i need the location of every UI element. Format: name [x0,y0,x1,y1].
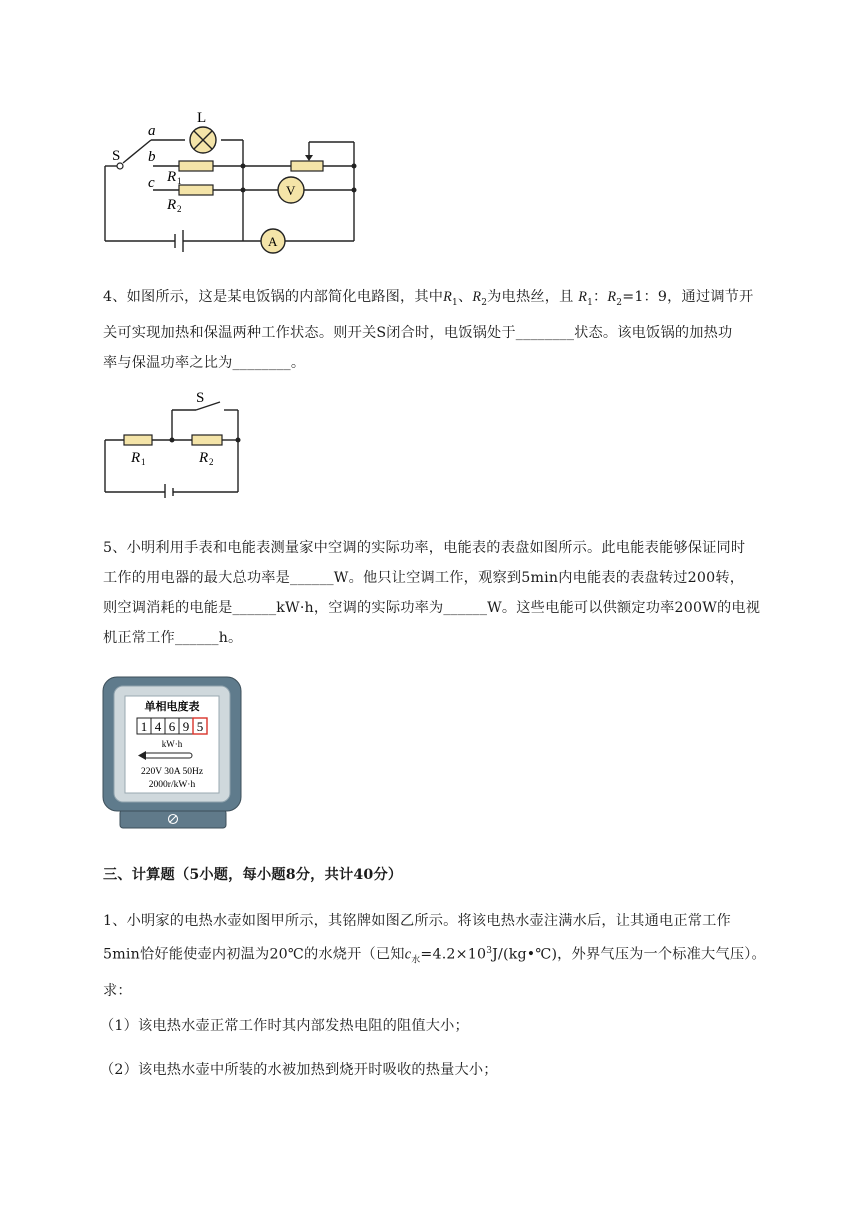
meter-digit: 5 [196,719,204,734]
meter-digits [137,718,207,734]
meter-spec-voltage: 220V 30A 50Hz [140,767,204,777]
calc-question-1 [103,906,803,1006]
meter-title: 单相电度表 [144,700,200,713]
r2-subscript: 2 [209,457,214,467]
question-5-line-4: 机正常工作______h。 [103,630,243,646]
question-4-line-3: 率与保温功率之比为________。 [103,354,306,371]
energy-meter [102,676,244,830]
contact-c-label: c [148,175,155,191]
r1-subscript: 1 [177,176,182,186]
section-heading: 三、计算题（5小题，每小题8分，共计40分） [103,867,403,883]
question-5-line-1: 5、小明利用手表和电能表测量家中空调的实际功率，电能表的表盘如图所示。此电能表能够保证同时 [103,540,746,556]
question-4 [103,282,803,378]
calc-question-1-line-1: 1、小明家的电热水壶如图甲所示，其铭牌如图乙所示。将该电热水壶注满水后，让其通电正常工作 [103,913,731,929]
meter-digit: 6 [168,719,176,734]
calc-question-1-line-3: 求： [103,982,132,999]
meter-spec-revolutions: 2000r/kW·h [148,780,196,790]
question-5-line-2: 工作的用电器的最大总功率是______W。他只让空调工作，观察到5min内电能表的表盘转过200转， [103,570,745,586]
calc-question-1-line-2: 5min恰好能使壶内初温为20℃的水烧开（已知$c_水=4.2\times 10^3J/(kg•℃)$，外界气压为一个标准大气压）。 [103,946,766,966]
calc-question-1-part-2: （2）该电热水壶中所装的水被加热到烧开时吸收的热量大小； [100,1062,498,1078]
meter-unit: kW·h [161,739,183,749]
contact-b-label: b [148,149,156,165]
r2-subscript: 2 [177,204,182,214]
calc-question-1-part-1: （1）该电热水壶正常工作时其内部发热电阻的阻值大小； [100,1018,469,1034]
r1-label: R [131,450,141,466]
voltmeter-label: V [286,183,296,198]
switch-label: S [112,148,121,164]
question-5-line-3: 则空调消耗的电能是______kW·h，空调的实际功率为______W。这些电能可以供额定功率200W的电视 [103,600,761,616]
ammeter-label: A [268,234,278,249]
r2-label: R [199,450,209,466]
circuit-diagram-1 [95,108,370,254]
r1-label: R [167,169,177,185]
circuit-diagram-2 [98,388,248,498]
r1-subscript: 1 [141,457,146,467]
meter-digit: 4 [154,719,162,734]
meter-digit: 1 [140,719,148,734]
question-4-line-2: 关可实现加热和保温两种工作状态。则开关S闭合时，电饭锅处于________状态。该电饭锅的加热功 [103,324,733,341]
switch-label: S [196,390,205,406]
lamp-label: L [197,110,207,126]
question-4-line-1: 4、如图所示，这是某电饭锅的内部简化电路图，其中$R_1$、$R_2$为电热丝，且 $R_1$：$R_2=1$：9，通过调节开 [103,289,754,308]
r2-label: R [167,197,177,213]
contact-a-label: a [148,123,156,139]
question-5 [103,533,803,653]
meter-digit: 9 [182,719,190,734]
